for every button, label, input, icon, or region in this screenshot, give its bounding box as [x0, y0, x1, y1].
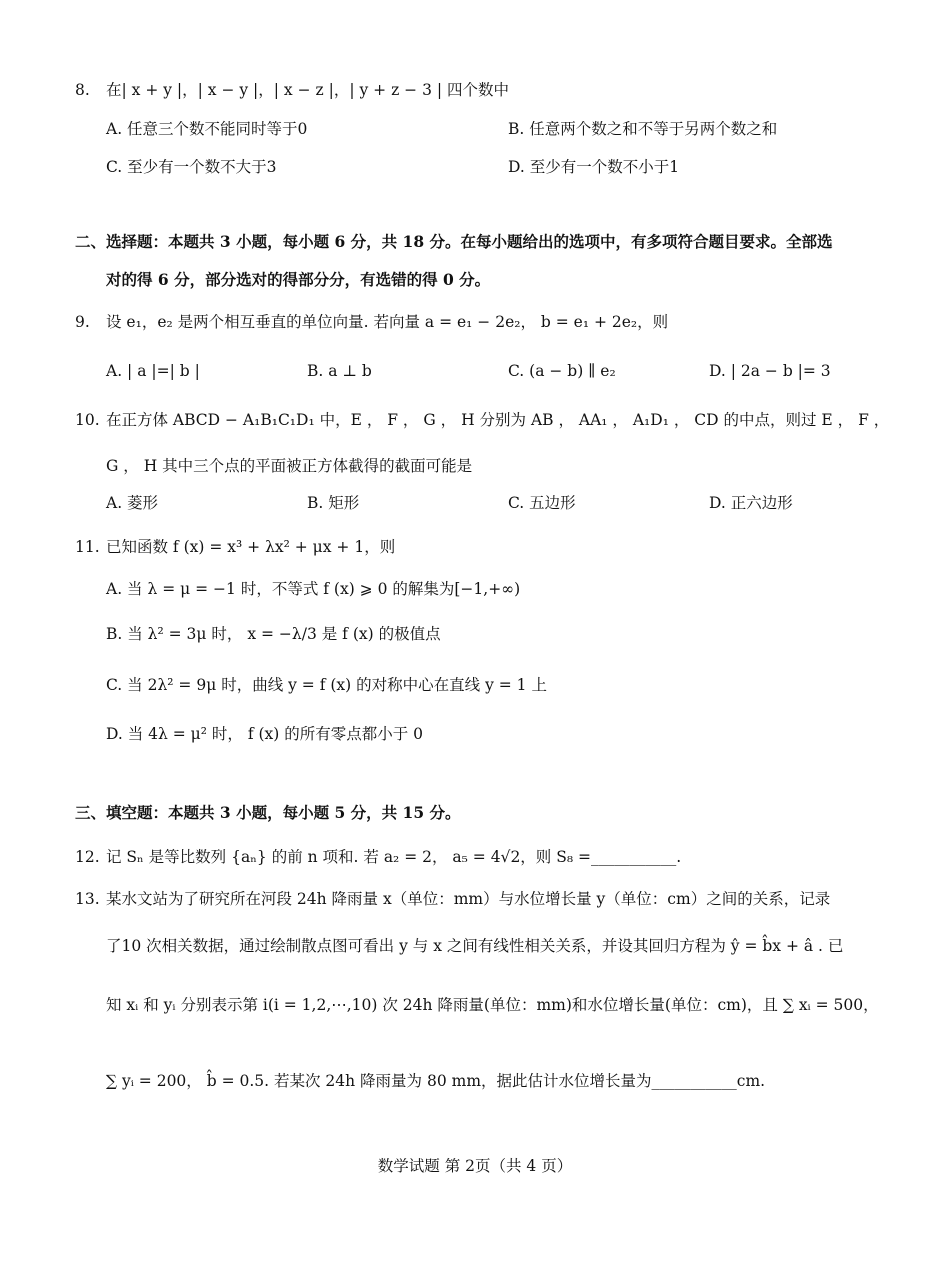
option-b: B. 任意两个数之和不等于另两个数之和 — [508, 120, 778, 138]
question-stem: 设 e₁，e₂ 是两个相互垂直的单位向量. 若向量 a = e₁ − 2e₂， b = e₁ + 2e₂，则 — [106, 313, 669, 331]
option-d: D. | 2a − b |= 3 — [709, 362, 831, 380]
page-footer: 数学试题 第 2页（共 4 页） — [377, 1157, 573, 1175]
question-stem-continued: 了10 次相关数据，通过绘制散点图可看出 y 与 x 之间有线性相关关系，并设其回归方程为 ŷ = b̂x + â . 已 — [106, 937, 844, 955]
option-c: C. (a − b) ∥ e₂ — [508, 362, 616, 380]
question-number: 13. — [75, 890, 100, 908]
section-heading-continued: 对的得 6 分，部分选对的得部分分，有选错的得 0 分。 — [106, 270, 491, 289]
option-a: A. 当 λ = μ = −1 时，不等式 f (x) ⩾ 0 的解集为[−1,+∞) — [106, 580, 521, 598]
question-stem: 在| x + y |，| x − y |，| x − z |，| y + z − 3 | 四个数中 — [106, 81, 510, 99]
option-d: D. 当 4λ = μ² 时， f (x) 的所有零点都小于 0 — [106, 725, 424, 743]
option-b: B. a ⊥ b — [307, 362, 372, 380]
question-number: 8. — [75, 81, 90, 99]
question-stem: 某水文站为了研究所在河段 24h 降雨量 x（单位：mm）与水位增长量 y（单位：cm）之间的关系，记录 — [106, 890, 831, 908]
option-d: D. 至少有一个数不小于1 — [508, 158, 680, 176]
question-stem-continued: ∑ yᵢ = 200， b̂ = 0.5. 若某次 24h 降雨量为 80 mm，据此估计水位增长量为___________cm. — [106, 1072, 766, 1090]
question-stem: 已知函数 f (x) = x³ + λx² + μx + 1，则 — [106, 538, 396, 556]
question-stem-continued: 知 xᵢ 和 yᵢ 分别表示第 i(i = 1,2,⋯,10) 次 24h 降雨量(单位：mm)和水位增长量(单位：cm)，且 ∑ xᵢ = 500， — [106, 996, 879, 1014]
section-heading: 二、选择题：本题共 3 小题，每小题 6 分，共 18 分。在每小题给出的选项中，有多项符合题目要求。全部选 — [75, 232, 833, 251]
question-stem: 记 Sₙ 是等比数列 {aₙ} 的前 n 项和. 若 a₂ = 2， a₅ = 4√2，则 S₈ =___________. — [106, 848, 682, 866]
question-stem-continued: G ， H 其中三个点的平面被正方体截得的截面可能是 — [106, 457, 473, 475]
option-c: C. 至少有一个数不大于3 — [106, 158, 277, 176]
question-number: 9. — [75, 313, 90, 331]
option-c: C. 五边形 — [508, 494, 576, 512]
option-d: D. 正六边形 — [709, 494, 793, 512]
question-number: 10. — [75, 411, 100, 429]
question-number: 11. — [75, 538, 100, 556]
option-b: B. 矩形 — [307, 494, 360, 512]
question-number: 12. — [75, 848, 100, 866]
option-c: C. 当 2λ² = 9μ 时，曲线 y = f (x) 的对称中心在直线 y = 1 上 — [106, 676, 547, 694]
option-a: A. 任意三个数不能同时等于0 — [106, 120, 308, 138]
section-heading: 三、填空题：本题共 3 小题，每小题 5 分，共 15 分。 — [75, 803, 461, 822]
option-b: B. 当 λ² = 3μ 时， x = −λ/3 是 f (x) 的极值点 — [106, 625, 441, 643]
option-a: A. | a |=| b | — [106, 362, 200, 380]
option-a: A. 菱形 — [106, 494, 159, 512]
question-stem: 在正方体 ABCD − A₁B₁C₁D₁ 中，E ， F ， G ， H 分别为 AB ， AA₁ ， A₁D₁ ， CD 的中点，则过 E ， F ， — [106, 411, 890, 429]
